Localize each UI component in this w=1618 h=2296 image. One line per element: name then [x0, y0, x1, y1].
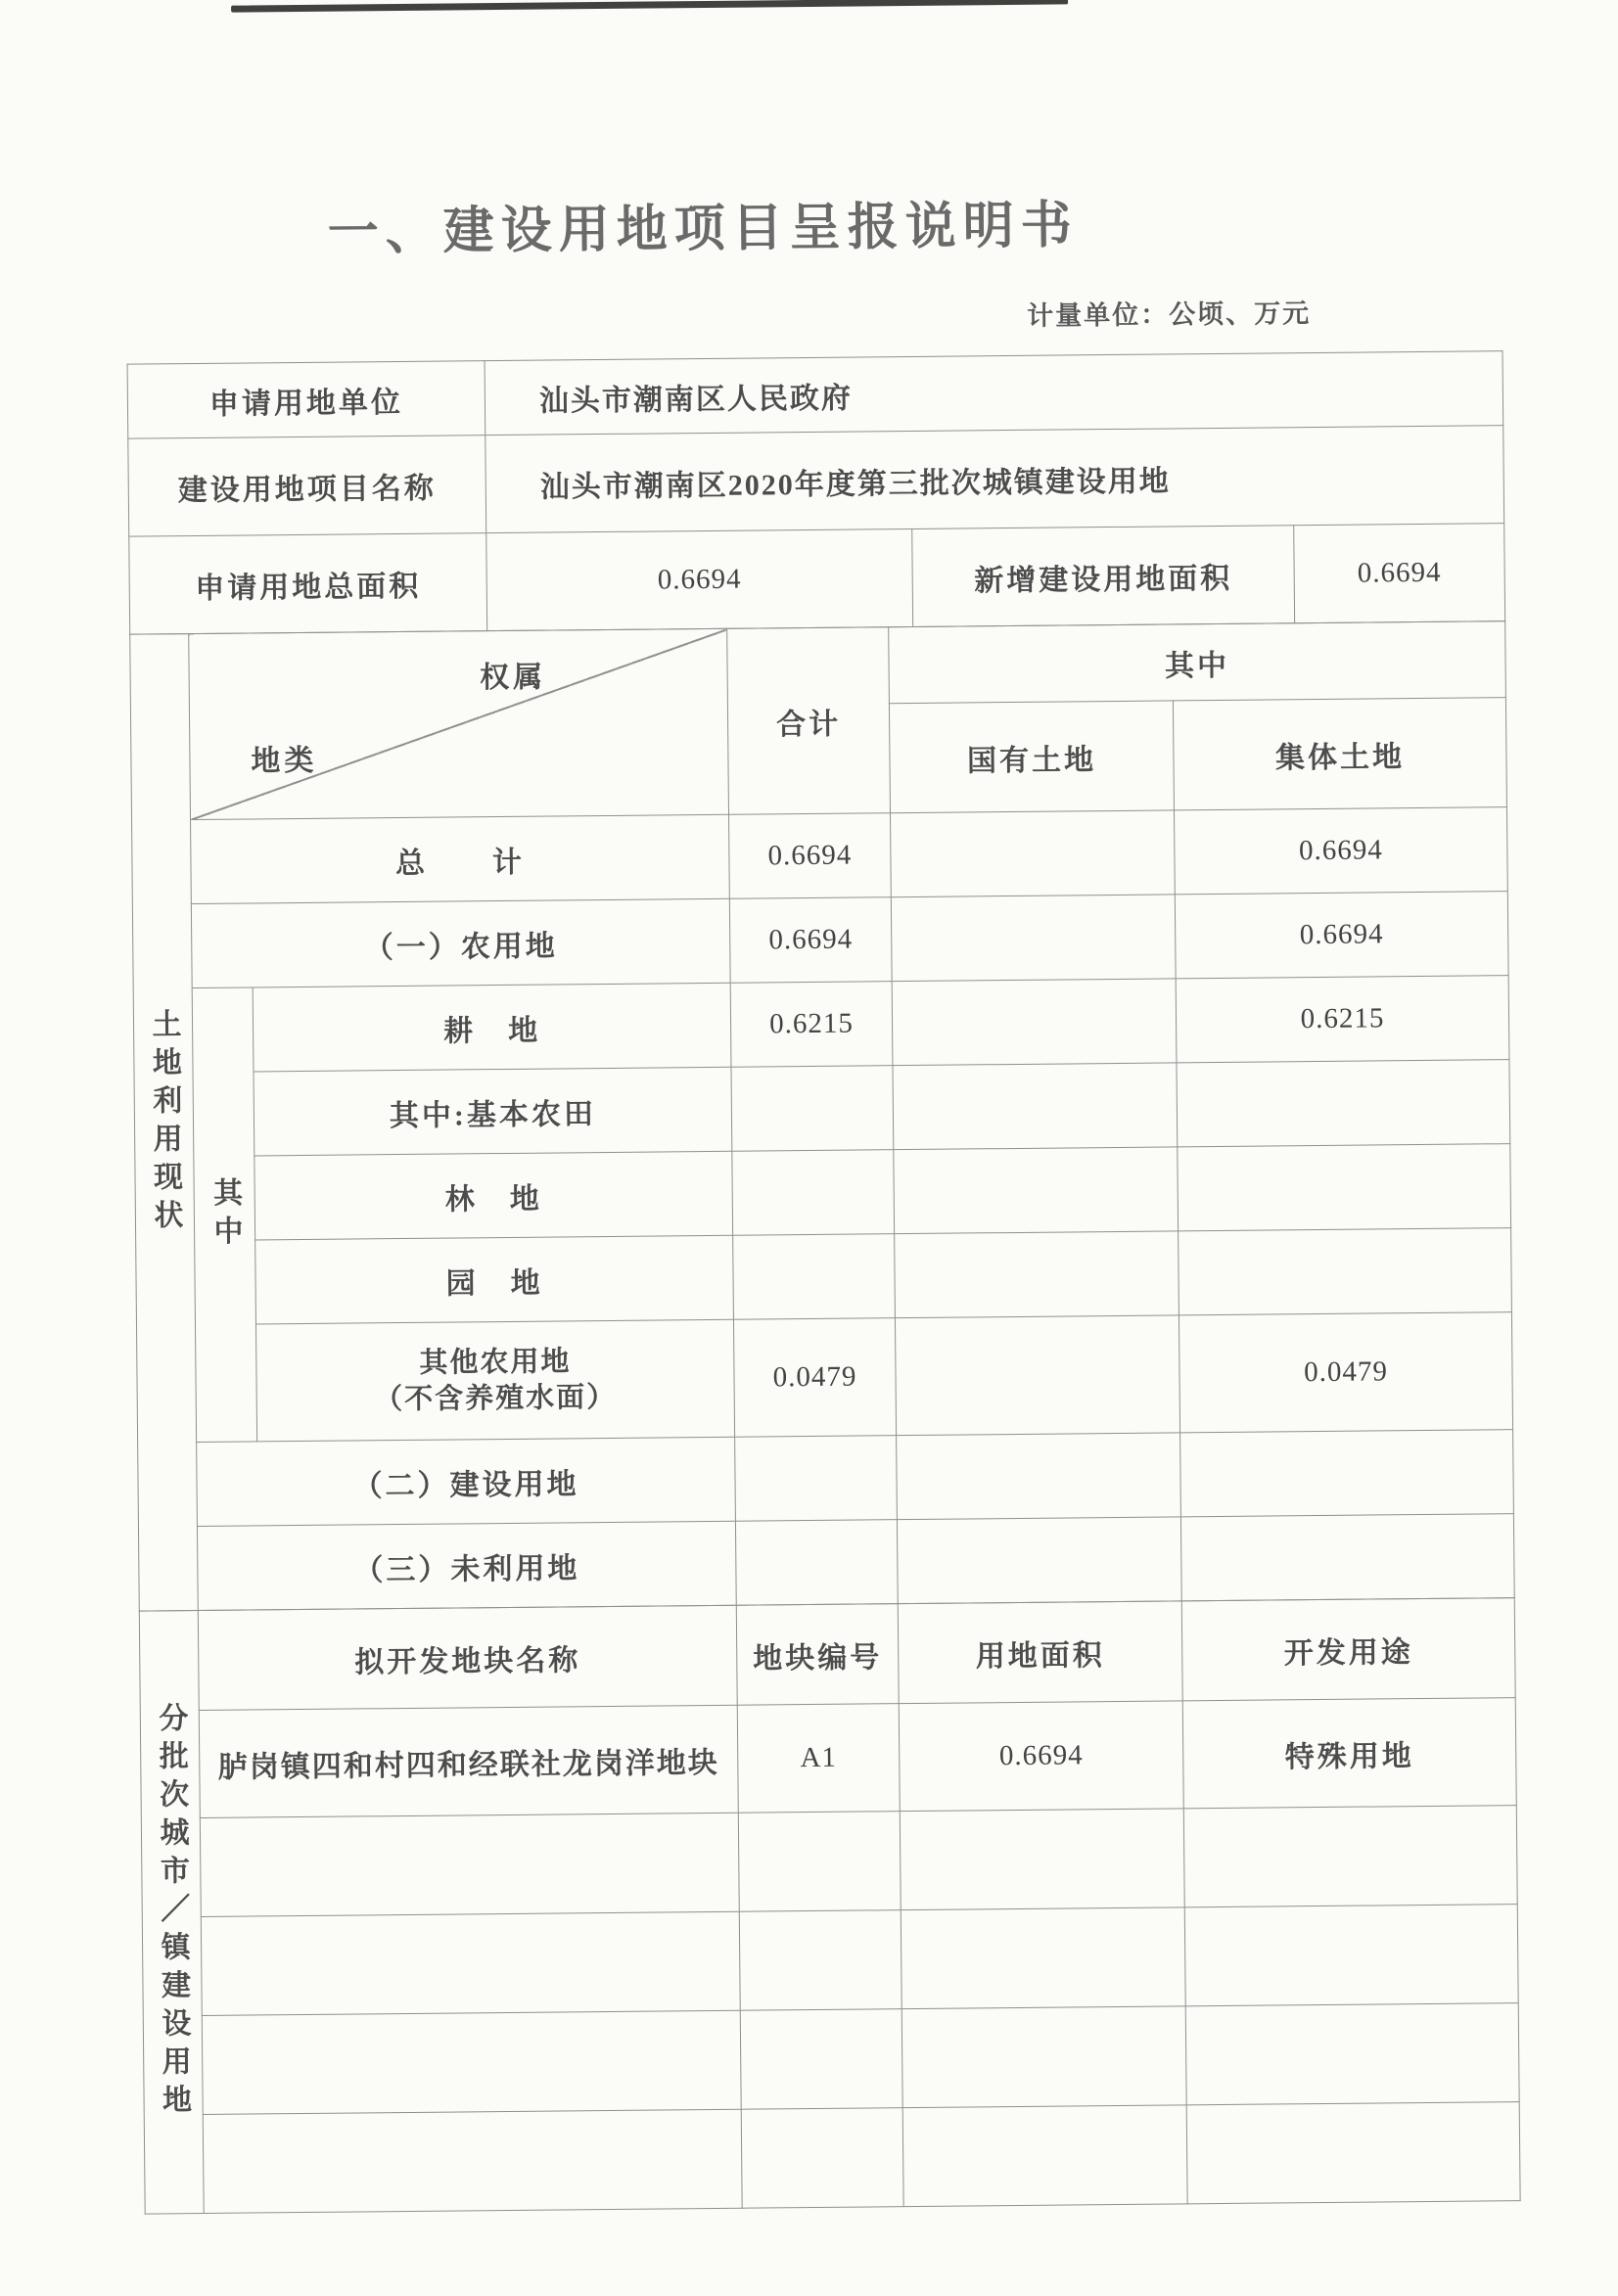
cell-state-land	[895, 1231, 1179, 1318]
land-use-row	[135, 1144, 1511, 1241]
info-table	[127, 350, 1506, 634]
land-use-row	[134, 1060, 1510, 1157]
cell-parcel-code: A1	[737, 1704, 900, 1814]
cell-total	[733, 1234, 896, 1320]
total-area-label: 申请用地总面积	[129, 533, 487, 634]
cell-state-land	[897, 1517, 1181, 1604]
new-area-value: 0.6694	[1294, 524, 1505, 623]
batch-row	[141, 1806, 1517, 1917]
table-row	[128, 426, 1504, 536]
cell-parcel-name	[202, 2010, 741, 2114]
cell-parcel-name	[201, 1911, 740, 2015]
land-use-section-label: 土地利用现状	[147, 1007, 182, 1237]
among-group-label: 其中	[208, 1176, 242, 1254]
form-table	[127, 350, 1520, 2214]
among-group-cell	[192, 987, 256, 1443]
total-area-value: 0.6694	[486, 528, 913, 630]
cell-collective-land	[1180, 1514, 1514, 1601]
cell-collective-land	[1177, 1060, 1510, 1147]
cell-parcel-name	[200, 1813, 739, 1916]
table-row	[127, 351, 1503, 438]
row-label: 其中:基本农田	[254, 1067, 732, 1156]
table-row	[129, 524, 1505, 634]
cell-collective-land	[1179, 1228, 1512, 1315]
corner-landtype-label: 地类	[251, 744, 318, 778]
column-header-among: 其中	[889, 621, 1506, 704]
cell-parcel-code	[738, 1812, 901, 1912]
cell-parcel-area	[901, 1907, 1185, 2009]
scan-artifact	[231, 0, 1068, 13]
column-header-parcel-use: 开发用途	[1181, 1598, 1515, 1701]
table-row	[130, 621, 1506, 711]
cell-parcel-code	[741, 2108, 903, 2209]
cell-total	[735, 1520, 898, 1606]
cell-total	[732, 1150, 895, 1236]
cell-parcel-use: 特殊用地	[1182, 1698, 1516, 1809]
batch-row	[143, 2003, 1519, 2115]
column-header-parcel-area: 用地面积	[898, 1601, 1182, 1704]
row-label: 园 地	[255, 1235, 734, 1324]
column-header-collective-land: 集体土地	[1173, 698, 1506, 810]
batch-table	[139, 1597, 1521, 2214]
cell-collective-land: 0.6694	[1175, 892, 1508, 979]
corner-ownership-label: 权属	[479, 661, 547, 695]
row-label	[255, 1319, 734, 1442]
cell-total: 0.6215	[730, 982, 893, 1068]
cell-collective-land: 0.0479	[1179, 1312, 1512, 1433]
cell-parcel-use	[1183, 1806, 1517, 1907]
cell-total: 0.0479	[733, 1318, 896, 1438]
cell-parcel-area	[900, 1809, 1184, 1910]
measurement-unit-note	[126, 290, 1502, 341]
cell-parcel-use	[1185, 2003, 1519, 2105]
land-use-section-cell	[130, 634, 199, 1612]
cell-parcel-area	[901, 2006, 1186, 2108]
table-row	[139, 1598, 1515, 1711]
cell-total: 0.6694	[729, 897, 892, 984]
land-use-row	[132, 892, 1508, 988]
cell-state-land	[897, 1433, 1181, 1520]
batch-row	[140, 1698, 1516, 1818]
cell-total	[735, 1436, 898, 1522]
cell-state-land	[895, 1315, 1179, 1436]
row-label-line2: （不含养殖水面）	[374, 1381, 618, 1415]
cell-parcel-area: 0.6694	[899, 1701, 1183, 1812]
land-use-row	[136, 1228, 1512, 1325]
cell-state-land	[893, 1063, 1178, 1150]
page-title: 一、建设用地项目呈报说明书	[327, 198, 1080, 261]
row-label-line1: 其他农用地	[419, 1346, 572, 1380]
measurement-unit-text: 计量单位：公顷、万元	[1026, 298, 1312, 331]
project-name-label: 建设用地项目名称	[128, 436, 486, 536]
cell-collective-land: 0.6215	[1176, 976, 1509, 1063]
land-use-row	[132, 807, 1508, 904]
column-header-state-land: 国有土地	[889, 701, 1174, 813]
cell-parcel-area	[902, 2105, 1187, 2207]
column-header-total: 合计	[727, 627, 891, 815]
cell-collective-land	[1178, 1144, 1511, 1231]
project-name-value: 汕头市潮南区2020年度第三批次城镇建设用地	[485, 426, 1504, 533]
cell-parcel-name	[203, 2109, 742, 2213]
land-use-row	[138, 1430, 1514, 1527]
column-header-parcel-code: 地块编号	[736, 1604, 899, 1706]
batch-row	[142, 1905, 1518, 2016]
row-label: 总 计	[191, 814, 730, 903]
cell-total	[731, 1066, 894, 1152]
cell-state-land	[892, 979, 1177, 1066]
batch-row	[144, 2102, 1520, 2214]
applicant-value: 汕头市潮南区人民政府	[485, 351, 1503, 436]
corner-header-cell	[189, 628, 729, 819]
row-label: （三）未利用地	[197, 1521, 736, 1610]
land-use-row	[136, 1312, 1512, 1443]
cell-state-land	[891, 895, 1176, 982]
cell-collective-land: 0.6694	[1174, 807, 1507, 895]
row-label: 耕 地	[253, 983, 731, 1072]
cell-parcel-name: 胪岗镇四和村四和经联社龙岗洋地块	[199, 1705, 738, 1817]
cell-parcel-code	[739, 1910, 901, 2011]
row-label: （二）建设用地	[197, 1437, 736, 1526]
cell-total: 0.6694	[729, 813, 892, 899]
new-area-label: 新增建设用地面积	[912, 526, 1295, 627]
batch-section-label: 分批次城市／镇建设用地	[154, 1702, 191, 2123]
cell-collective-land	[1180, 1430, 1514, 1517]
cell-parcel-use	[1186, 2102, 1520, 2204]
cell-state-land	[894, 1147, 1179, 1234]
applicant-label: 申请用地单位	[127, 361, 485, 439]
batch-section-cell	[139, 1611, 204, 2215]
column-header-parcel-name: 拟开发地块名称	[198, 1605, 737, 1710]
land-use-row	[138, 1514, 1514, 1611]
cell-parcel-use	[1184, 1905, 1518, 2006]
land-use-row	[133, 976, 1509, 1073]
row-label: （一）农用地	[191, 898, 730, 987]
cell-parcel-code	[740, 2009, 902, 2110]
row-label: 林 地	[254, 1151, 733, 1240]
cell-state-land	[891, 810, 1176, 897]
land-use-table	[129, 620, 1515, 1611]
